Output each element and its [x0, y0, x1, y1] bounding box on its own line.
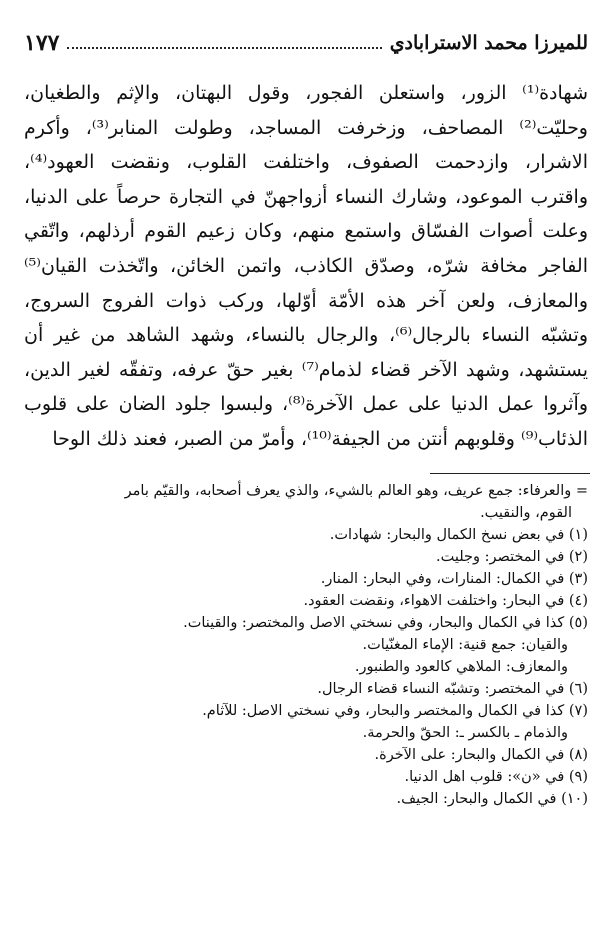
- text-line: الذئاب⁽⁹⁾ وقلوبهم أنتن من الجيفة⁽¹⁰⁾، وأمرّ من الصبر، فعند ذلك الوحا: [52, 427, 588, 450]
- footnote-line: (٤) في البحار: واختلفت الاهواء، ونقضت العقود.: [303, 593, 588, 609]
- footnote-line: (٦) في المختصر: وتشبّه النساء قضاء الرجال.: [317, 681, 588, 697]
- footnote-line: والذمام ـ بالكسر ـ: الحقّ والحرمة.: [362, 725, 568, 741]
- footnote-separator: [430, 473, 590, 474]
- text-line: واقترب الموعود، وشارك النساء أزواجهنّ في التجارة حرصاً على الدنيا،: [24, 185, 588, 208]
- footnote-line: القوم، والنقيب.: [480, 505, 572, 521]
- text-line: الاشرار، وازدحمت الصفوف، واختلفت القلوب، ونقضت العهود⁽⁴⁾،: [24, 151, 588, 174]
- footnote-line: (٣) في الكمال: المنارات، وفي البحار: المنار.: [320, 571, 588, 587]
- footnote-line: والمعازف: الملاهي كالعود والطنبور.: [354, 659, 568, 675]
- page-number: ١٧٧: [24, 30, 60, 56]
- footnote-line: (١) في بعض نسخ الكمال والبحار: شهادات.: [329, 527, 588, 543]
- page-header: [24, 26, 588, 60]
- text-line: وحليّت⁽²⁾ المصاحف، وزخرفت المساجد، وطولت المنابر⁽³⁾، وأكرم: [24, 116, 588, 139]
- footnotes: [24, 480, 588, 810]
- footnote-line: (٧) كذا في الكمال والمختصر والبحار، وفي نسختي الاصل: للآثام.: [202, 703, 588, 719]
- footnote-line: (١٠) في الكمال والبحار: الجيف.: [396, 791, 588, 807]
- footnote-line: (٨) في الكمال والبحار: على الآخرة.: [374, 747, 588, 763]
- footnote-line: والقيان: جمع قنية: الإماء المغنّيات.: [362, 637, 568, 653]
- text-line: والمعازف، ولعن آخر هذه الأمّة أوّلها، وركب ذوات الفروج السروج،: [24, 289, 588, 312]
- footnote-line: (٢) في المختصر: وجليت.: [436, 549, 588, 565]
- running-title: للميرزا محمد الاسترابادي: [389, 32, 588, 54]
- footnote-line: (٥) كذا في الكمال والبحار، وفي نسختي الاصل والمختصر: والقينات.: [183, 615, 588, 631]
- header-dotted-leader: [67, 37, 381, 49]
- text-line: يستشهد، وشهد الآخر قضاء لذمام⁽⁷⁾ بغير حقّ عرفه، وتفقّه لغير الدين،: [24, 358, 588, 381]
- footnote-line: (٩) في «ن»: قلوب اهل الدنيا.: [404, 769, 588, 785]
- text-line: وآثروا عمل الدنيا على عمل الآخرة⁽⁸⁾، ولبسوا جلود الضان على قلوب: [24, 393, 588, 416]
- text-line: وعلت أصوات الفسّاق واستمع منهم، وكان زعيم القوم أرذلهم، واتّقي: [24, 220, 588, 243]
- text-line: شهادة⁽¹⁾ الزور، واستعلن الفجور، وقول البهتان، والإثم والطغيان،: [24, 82, 588, 104]
- footnote-line: = والعرفاء: جمع عريف، وهو العالم بالشيء، والذي يعرف أصحابه، والقيّم بامر: [124, 483, 588, 499]
- text-line: وتشبّه النساء بالرجال⁽⁶⁾، والرجال بالنساء، وشهد الشاهد من غير أن: [24, 324, 588, 347]
- main-text: [24, 76, 588, 457]
- text-line: الفاجر مخافة شرّه، وصدّق الكاذب، واتمن الخائن، واتّخذت القيان⁽⁵⁾: [24, 254, 588, 277]
